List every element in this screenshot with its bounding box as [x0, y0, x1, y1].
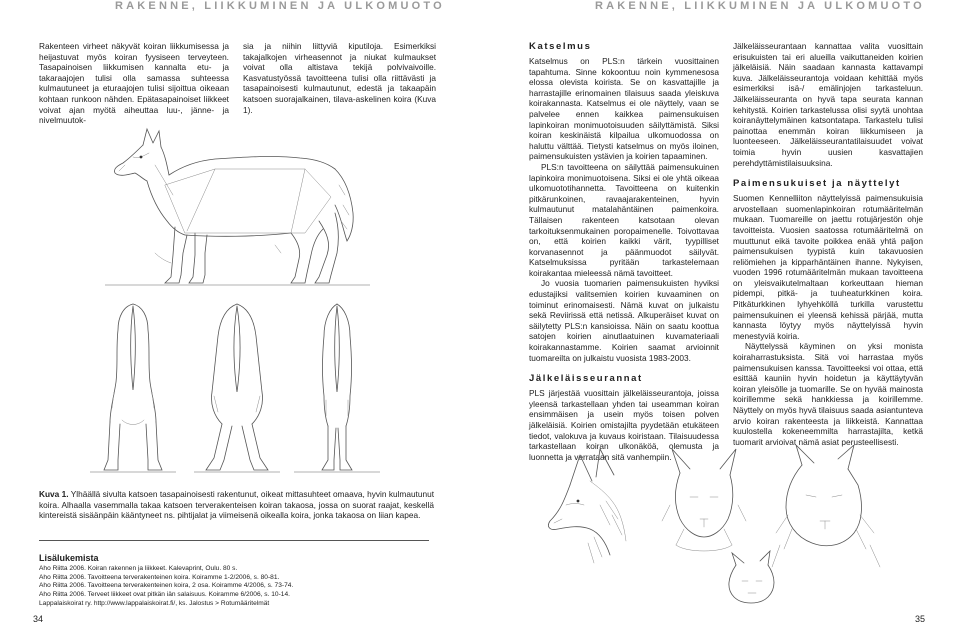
column-1	[39, 41, 229, 126]
rear-view-narrow-illustration	[292, 300, 382, 480]
running-header-right: RAKENNE, LIIKKUMINEN JA ULKOMUOTO	[595, 0, 925, 12]
reference-item: Lappalaiskoirat ry. http://www.lappalaiskoirat.fi/, ks. Jalostus > Rotumääritelmät	[39, 599, 270, 607]
reference-item: Aho Riitta 2006. Tavoitteena terverakenteinen koira. Koiramme 1-2/2006, s. 80-81.	[39, 573, 280, 581]
column-4	[733, 41, 923, 447]
section-heading-katselmus: Katselmus	[529, 41, 592, 52]
column-2-paragraph: sia ja niihin liittyviä kiputiloja. Esimerkiksi takajalkojen virheasennot ja niukat kulmaukset voivat olla altistava tekijä polvivaivoille. Kasvatustyössä tavoitteena tulisi olla riittävästi ja tasapainoisesti kulmautunut, edestä ja takaapäin katsoen suorajalkainen, tilava-askelinen koira (Kuva 1).	[243, 41, 436, 115]
running-header-left: RAKENNE, LIIKKUMINEN JA ULKOMUOTO	[115, 0, 445, 12]
rear-view-cow-hocked-illustration	[192, 300, 282, 480]
page-number-left: 34	[33, 614, 44, 624]
column-1-paragraph: Rakenteen virheet näkyvät koiran liikkumisessa ja heijastuvat myös koiran fyysiseen terveyteen. Tasapainoisen liikkumisen kannalta etu- ja takaraajojen tulisi olla samassa suhteessa kulmautuneet ja eturaajojen tulisi sijoittua oikeaan kohtaan runkoon nähden. Epätasapainoiset liikkeet voivat ajan myötä aiheuttaa luu-, jänne- ja nivelmuutok-	[39, 41, 229, 126]
figure-caption-text: Ylhäällä sivulta katsoen tasapainoisesti rakentunut, oikeat mittasuhteet omaava, hyvin kulmautunut koira. Alhaalla vasemmalla takaa katsoen terverakenteisen koiran takaosa, jossa on suorat raajat, keskellä kintereistä sisäänpäin kääntyneet ns. pihtijalat ja viimeisenä oikealla koira, jonka takaosa on liian kapea.	[39, 489, 435, 521]
figure-caption-label: Kuva 1.	[39, 489, 69, 499]
section-heading-paimensukuiset: Paimensukuiset ja näyttelyt	[733, 178, 901, 190]
dog-head-sketches-illustration	[540, 445, 930, 615]
page-number-right: 35	[915, 614, 926, 624]
column-3-paragraph-4: PLS järjestää vuosittain jälkeläisseurantoja, joissa yleensä tarkastellaan yhden tai useamman koiran ensimmäisen ja usein myös toisen polven jälkeläisiä. Koirien omistajilta pyydetään etukäteen tiedot, valokuva ja kuvaus koiristaan. Tilaisuudessa tarkastellaan koiran ulkonäköä, olemusta ja luonnetta ja verrataan sitä vanhempiin.	[529, 388, 719, 462]
dog-side-view-illustration	[95, 125, 375, 295]
column-4-paragraph-2: Suomen Kennelliiton näyttelyissä paimensukuisia arvostellaan suomenlapinkoiran rotumääritelmän mukaan. Tuomareille on jaettu rotujärjestön ohje tavoitteista. Vuosien saatossa rotumääritelmä on muuttunut eikä tavoite poikkea enää yhtä paljon paimensukuisen tyypistä kuin takavuosien reliömiehen ja kipparhäntäinen ihanne. Nykyisen, vuoden 1996 rotumääritelmän mukaan tavoitteena on yleisvaikutelmaltaan korkeuttaan hieman pidempi, pitkä- ja tuuheaturkkinen koira. Pitkäturkkinen lyhyehköllä turkilla varustettu paimensukuinen ei yleensä kehissä pärjää, mutta kannasta löytyy myös näyttelyissä hyvin menestyviä koiria.	[733, 193, 923, 341]
column-3	[529, 41, 719, 462]
reference-item: Aho Riitta 2006. Terveet liikkeet ovat pitkän iän salaisuus. Koiramme 6/2006, s. 10-14.	[39, 591, 290, 599]
column-4-paragraph-3: Näyttelyssä käyminen on yksi monista koiraharrastuksista. Sitä voi harrastaa myös paimensukuisen kanssa. Tavoitteeksi voi ottaa, että esittää kauniin hyvin hoidetun ja käyttäytyvän koiran yleisölle ja tuomarille. Se on hyvää mainosta koirillemme sekä hankkiessa ja koirillemme. Näyttely on myös hyvä tilaisuus saada asiantunteva arvio koiran rakenteesta ja liikkeistä. Kannattaa kuulostella kokeneemmilta harrastajilta, ketkä tuomarit arvioivat nämä asiat perusteellisesti.	[733, 341, 924, 447]
references-title: Lisälukemista	[39, 553, 99, 563]
section-heading-jalkelaisseurannat: Jälkeläisseurannat	[529, 373, 643, 385]
figure-caption	[39, 489, 434, 521]
rear-view-straight-legs-illustration	[88, 300, 178, 480]
reference-item: Aho Riitta 2006. Koiran rakennen ja liikkeet. Kalevaprint, Oulu. 80 s.	[39, 565, 238, 572]
column-3-paragraph-2: PLS:n tavoitteena on säilyttää paimensukuinen lapinkoira monimuotoisena. Siksi ei ole yhtä oikeaa ulkomuototihannetta. Tavoitteena on kuitenkin pitkärunkoinen, ravaajarakenteinen, hyvin kulmautunut matalahäntäinen paimenkoira. Tällaisen rakenteen katsotaan olevan tarkoituksenmukainen poropaimenelle. Toivottavaa on, että koirien kaikki värit, tyypilliset korvanasennot ja päänmuodot säilyvät. Katselmuksissa pyritään tarkastelemaan koirakantaa mieleessä nämä tavoitteet.	[529, 161, 719, 278]
column-3-paragraph-1: Katselmus on PLS:n tärkein vuosittainen tapahtuma. Sinne kokoontuu noin kymmenesosa elossa olevista koirista. Se on kasvattajille ja harrastajille erinomainen tilaisuus saada yleiskuva koirakannasta. Katselmus ei ole näyttely, vaan se palvelee ennen kaikkea paimensukuisen lapinkoiran monimuotoisuuden säilyttämistä. Siksi koiran keskinäistä kilpailua ulkomuodossa on haluttu välttää. Tietysti katselmus on myös iloinen, paimensukuisten ystävien ja koirien tapaaminen.	[529, 56, 719, 162]
reference-item: Aho Riitta 2006. Tavoitteena terverakenteinen koira, 2 osa. Koiramme 4/2006, s. 73-74.	[39, 582, 294, 590]
column-2	[243, 41, 436, 115]
references-box	[39, 540, 434, 609]
column-3-paragraph-3: Jo vuosia tuomarien paimensukuisten hyviksi edustajiksi valitsemien koirien kuvaaminen on toiminut erinomaisesti. Nämä kuvat on julkaistu sekä Reviirissä että netissä. Alkuperäiset kuvat on säilytetty PLS:n kansioissa. Näin on saatu koottua satojen koirien ainutlaatuinen kuvamateriaali koirakannastamme. Koirien saamat arvioinnit tuomareilta on julkaistu vuosista 1983-2003.	[529, 278, 719, 363]
references-divider	[39, 540, 429, 541]
column-4-paragraph-1: Jälkeläisseurantaan kannattaa valita vuosittain erisukuisten tai eri alueilla vaikuttaneiden koirien jälkeläisiä. Näin saadaan kannasta kattavampi kuva. Jälkeläisseurantoja voidaan kehittää myös esimerkiksi isä-/ emälinjojen tarkasteluun. Jälkeläisseuranta on hyvä tapa seurata kannan kehitystä. Koirien tarkastelussa olisi syytä unohtaa koiranäyttelymäinen katsontatapa. Tarkastelu tulisi painottaa enemmän koiran liikkumiseen ja luonteeseen. Jälkeläisseurantatilaisuudet voivat toimia hyvin uusien kasvattajien perehdyttämistilaisuuksina.	[733, 41, 923, 168]
